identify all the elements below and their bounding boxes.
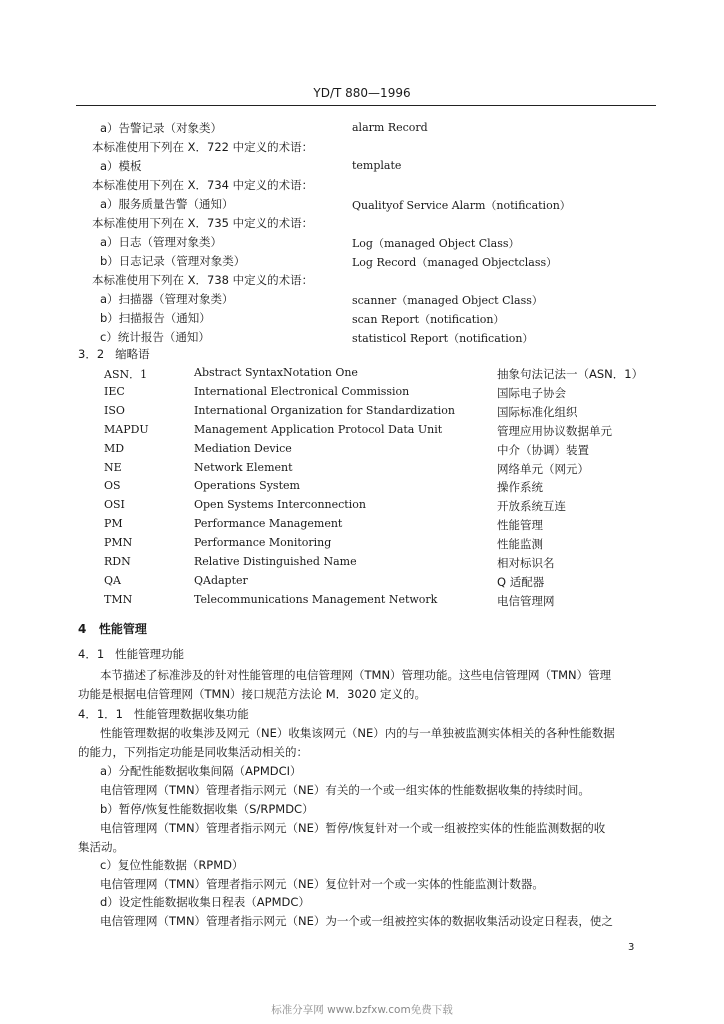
section-4-heading [78, 620, 147, 637]
section-4-1-title: 性能管理功能 [115, 647, 185, 661]
abbreviation-english: QAdapter [194, 574, 248, 587]
abbreviation-chinese: 性能管理 [497, 518, 543, 532]
term-en: scan Report（notification） [352, 313, 505, 326]
abbreviation-english: Mediation Device [194, 442, 292, 455]
abbreviation-english: Relative Distinguished Name [194, 555, 357, 568]
abbreviation-code: QA [104, 574, 121, 587]
paragraph-line: 本节描述了标准涉及的针对性能管理的电信管理网（TMN）管理功能。这些电信管理网（TMN）管理 [100, 668, 612, 682]
function-item-description: 电信管理网（TMN）管理者指示网元（NE）有关的一个或一组实体的性能数据收集的持续时间。 [100, 783, 590, 797]
section-4-title: 性能管理 [98, 622, 147, 636]
section-4-1-heading [78, 646, 184, 662]
abbreviation-code: MAPDU [104, 423, 149, 436]
function-item-description: 集活动。 [78, 840, 124, 854]
paragraph-line: 功能是根据电信管理网（TMN）接口规范方法论 M．3020 定义的。 [78, 687, 427, 701]
term-zh: a）日志（管理对象类） [100, 235, 223, 249]
abbreviation-english: Network Element [194, 461, 293, 474]
footer-watermark-text: 标准分享网 www.bzfxw.com免费下载 [271, 1004, 453, 1016]
abbreviation-chinese: 国际标准化组织 [497, 405, 578, 419]
abbreviation-code: OS [104, 479, 121, 492]
abbreviation-chinese: 相对标识名 [497, 556, 555, 570]
abbreviation-code: OSI [104, 498, 125, 511]
term-en: template [352, 159, 402, 172]
abbreviation-code: MD [104, 442, 125, 455]
abbreviation-english: Performance Management [194, 517, 343, 530]
abbreviation-code: PMN [104, 536, 133, 549]
abbreviation-chinese: 性能监测 [497, 537, 543, 551]
abbreviation-english: International Electronical Commission [194, 385, 410, 398]
abbreviation-english: Operations System [194, 479, 300, 492]
abbreviation-chinese: 电信管理网 [497, 594, 555, 608]
function-item-description: 电信管理网（TMN）管理者指示网元（NE）复位针对一个或一实体的性能监测计数器。 [100, 877, 544, 891]
term-zh: a）模板 [100, 159, 142, 173]
abbreviation-english: Open Systems Interconnection [194, 498, 366, 511]
function-item [78, 800, 605, 857]
abbreviation-chinese: Q 适配器 [497, 575, 545, 589]
function-item-label: b）暂停/恢复性能数据收集（S/RPMDC） [100, 802, 314, 816]
term-intro-line: 本标准使用下列在 X．722 中定义的术语： [92, 140, 314, 154]
section-4-1-1-title: 性能管理数据收集功能 [133, 707, 249, 721]
page-number: 3 [628, 942, 635, 953]
abbreviation-code: IEC [104, 385, 125, 398]
function-item-description: 电信管理网（TMN）管理者指示网元（NE）暂停/恢复针对一个或一组被控实体的性能监测数据的收 [100, 821, 606, 835]
abbreviation-english: Management Application Protocol Data Unit [194, 423, 443, 436]
abbrev-section-heading [78, 346, 150, 362]
abbreviation-code: TMN [104, 593, 133, 606]
function-item [78, 856, 544, 894]
term-en: Log（managed Object Class） [352, 237, 520, 250]
section-4-1-number: 4．1 [78, 647, 105, 661]
term-zh: a）扫描器（管理对象类） [100, 292, 234, 306]
function-item-label: d）设定性能数据收集日程表（APMDC） [100, 895, 310, 909]
abbreviation-chinese: 抽象句法记法一（ASN．1） [497, 367, 644, 381]
term-en: alarm Record [352, 121, 428, 134]
abbreviation-chinese: 开放系统互连 [497, 499, 566, 513]
abbreviation-code: NE [104, 461, 122, 474]
term-zh: b）日志记录（管理对象类） [100, 254, 246, 268]
section-4-1-paragraph [78, 666, 611, 704]
abbreviation-code: ISO [104, 404, 125, 417]
paragraph-line: 性能管理数据的收集涉及网元（NE）收集该网元（NE）内的与一单独被监测实体相关的各种性能数据 [100, 726, 615, 740]
abbreviation-code: ASN．1 [104, 368, 148, 381]
abbreviation-english: Telecommunications Management Network [194, 593, 438, 606]
term-zh: c）统计报告（通知） [100, 330, 210, 344]
function-item-label: a）分配性能数据收集间隔（APMDCI） [100, 764, 302, 778]
abbreviation-english: Performance Monitoring [194, 536, 332, 549]
abbrev-section-title: 缩略语 [115, 347, 150, 361]
abbreviation-code: PM [104, 517, 123, 530]
term-en: Log Record（managed Objectclass） [352, 256, 558, 269]
section-4-1-1-paragraph [78, 724, 615, 762]
function-item-label: c）复位性能数据（RPMD） [100, 858, 244, 872]
abbreviation-chinese: 国际电子协会 [497, 386, 566, 400]
function-item [78, 762, 590, 800]
section-4-1-1-number: 4．1．1 [78, 707, 123, 721]
abbreviation-code: RDN [104, 555, 131, 568]
abbreviation-chinese: 操作系统 [497, 480, 543, 494]
term-zh: a）服务质量告警（通知） [100, 197, 234, 211]
function-item [78, 893, 613, 931]
abbreviation-english: Abstract SyntaxNotation One [194, 366, 358, 379]
term-intro-line: 本标准使用下列在 X．738 中定义的术语： [92, 273, 314, 287]
document-id-header: YD/T 880—1996 [313, 86, 411, 100]
abbrev-section-number: 3．2 [78, 347, 105, 361]
abbreviation-chinese: 中介（协调）装置 [497, 443, 589, 457]
term-intro-line: 本标准使用下列在 X．735 中定义的术语： [92, 216, 314, 230]
term-intro-line: 本标准使用下列在 X．734 中定义的术语： [92, 178, 314, 192]
term-zh: a）告警记录（对象类） [100, 121, 223, 135]
abbreviation-chinese: 管理应用协议数据单元 [497, 424, 612, 438]
paragraph-line: 的能力，下列指定功能是同收集活动相关的： [78, 745, 308, 759]
term-en: Qualityof Service Alarm（notification） [352, 199, 571, 212]
section-4-1-1-heading [78, 706, 249, 722]
abbreviation-english: International Organization for Standardization [194, 404, 455, 417]
function-item-description: 电信管理网（TMN）管理者指示网元（NE）为一个或一组被控实体的数据收集活动设定日程表，使之 [100, 914, 613, 928]
term-zh: b）扫描报告（通知） [100, 311, 211, 325]
section-4-number: 4 [78, 622, 87, 636]
term-en: statisticol Report（notification） [352, 332, 534, 345]
term-en: scanner（managed Object Class） [352, 294, 543, 307]
abbreviation-chinese: 网络单元（网元） [497, 462, 589, 476]
header-rule [76, 105, 656, 106]
